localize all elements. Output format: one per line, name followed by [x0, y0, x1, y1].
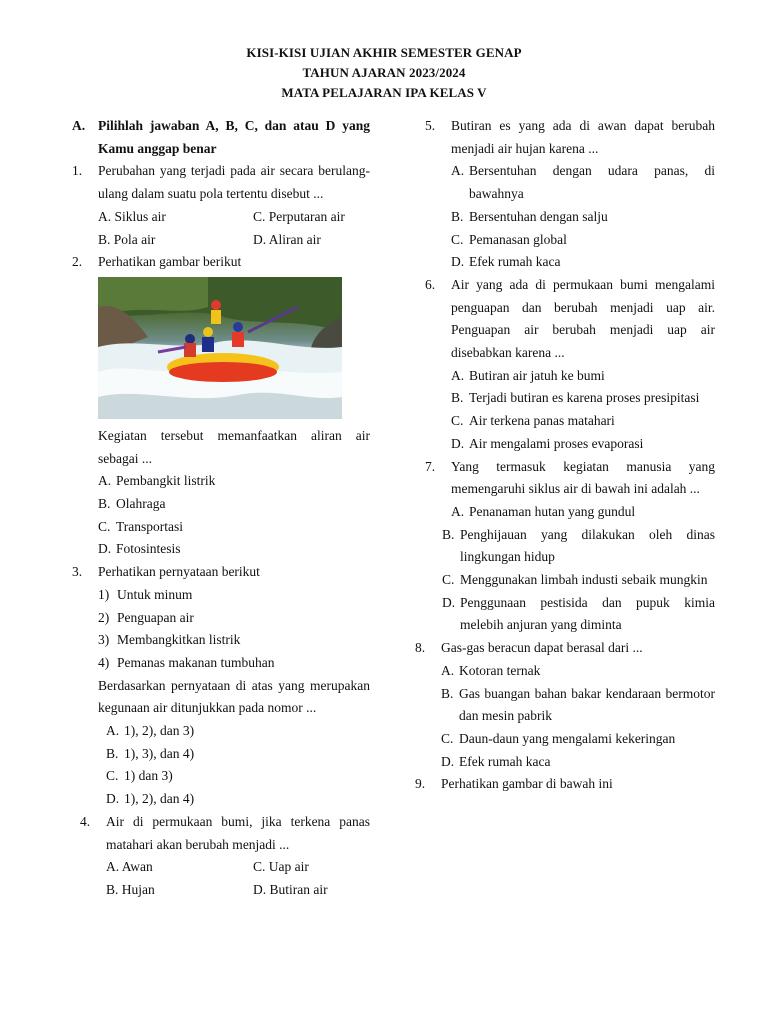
option-letter: D.	[106, 791, 120, 807]
option-a: A. Awan	[106, 859, 153, 875]
option-b: B. Hujan	[106, 881, 155, 897]
option-letter: B.	[451, 208, 464, 224]
question-4	[72, 811, 370, 902]
document-header	[0, 43, 768, 103]
rafting-photo	[98, 277, 342, 419]
option-b	[442, 524, 715, 569]
option-text: Air terkena panas matahari	[469, 413, 615, 429]
statement-item	[98, 607, 370, 630]
option-a: A. Siklus air	[98, 208, 166, 224]
option-text: 1) dan 3)	[124, 768, 173, 784]
rafting-illustration	[98, 277, 342, 419]
question-followup: Berdasarkan pernyataan di atas yang merupakan kegunaan air ditunjukkan pada nomor ...	[98, 677, 370, 716]
option-letter: A.	[98, 473, 112, 489]
option-letter: C.	[98, 518, 111, 534]
option-text: Menggunakan limbah industi sebaik mungkin	[460, 572, 708, 588]
option-d	[451, 251, 715, 274]
option-text: Kotoran ternak	[459, 662, 541, 678]
question-number: 1.	[72, 163, 83, 179]
answer-options	[98, 206, 370, 251]
answer-options	[106, 856, 370, 901]
option-letter: A.	[106, 723, 120, 739]
option-b	[451, 206, 715, 229]
option-text: Efek rumah kaca	[459, 753, 551, 769]
answer-options	[98, 720, 370, 811]
question-5	[415, 115, 715, 274]
statement-text: Penguapan air	[117, 609, 194, 625]
option-a	[441, 660, 715, 683]
statement-text: Membangkitkan listrik	[117, 632, 241, 648]
option-letter: C.	[442, 572, 455, 588]
option-letter: A.	[451, 367, 465, 383]
statement-number: 4)	[98, 654, 110, 670]
statement-number: 2)	[98, 609, 110, 625]
left-column	[72, 115, 370, 902]
option-text: Bersentuhan dengan udara panas, di bawahnya	[469, 163, 715, 202]
statement-text: Pemanas makanan tumbuhan	[117, 654, 275, 670]
option-letter: B.	[451, 390, 464, 406]
option-text: Daun-daun yang mengalami kekeringan	[459, 730, 676, 746]
option-text: Penggunaan pestisida dan pupuk kimia melebih anjuran yang diminta	[460, 594, 715, 633]
question-3	[72, 561, 370, 811]
option-letter: D.	[451, 254, 465, 270]
option-c	[106, 765, 370, 788]
question-text: Gas-gas beracun dapat berasal dari ...	[441, 640, 643, 656]
option-c	[441, 728, 715, 751]
question-1	[72, 160, 370, 251]
option-c	[451, 229, 715, 252]
section-label: A.	[72, 118, 86, 133]
question-7-options-continued	[415, 524, 715, 638]
option-letter: C.	[106, 768, 119, 784]
option-letter: C.	[441, 730, 454, 746]
option-c	[98, 516, 370, 539]
option-letter: B.	[442, 526, 455, 542]
header-academic-year: TAHUN AJARAN 2023/2024	[302, 65, 466, 80]
question-text: Perubahan yang terjadi pada air secara berulang-ulang dalam suatu pola tertentu disebut ...	[98, 163, 370, 202]
right-column	[415, 115, 715, 796]
option-c: C. Uap air	[253, 859, 309, 875]
statement-text: Untuk minum	[117, 586, 193, 602]
question-text: Air di permukaan bumi, jika terkena panas matahari akan berubah menjadi ...	[106, 813, 370, 852]
option-text: Bersentuhan dengan salju	[469, 208, 608, 224]
option-d	[106, 788, 370, 811]
question-number: 9.	[415, 776, 426, 792]
question-7	[415, 456, 715, 524]
statement-number: 3)	[98, 632, 110, 648]
statement-item	[98, 652, 370, 675]
option-letter: B.	[441, 685, 454, 701]
option-letter: D.	[441, 753, 455, 769]
question-number: 4.	[80, 813, 91, 829]
header-title: KISI-KISI UJIAN AKHIR SEMESTER GENAP	[246, 45, 522, 60]
question-text: Perhatikan gambar di bawah ini	[441, 776, 613, 792]
option-d	[98, 538, 370, 561]
statement-item	[98, 629, 370, 652]
option-letter: D.	[98, 541, 112, 557]
question-text: Perhatikan pernyataan berikut	[98, 564, 260, 580]
option-a	[98, 470, 370, 493]
option-b	[451, 387, 715, 410]
option-text: Fotosintesis	[116, 541, 181, 557]
statement-number: 1)	[98, 586, 110, 602]
statement-item	[98, 584, 370, 607]
header-subject: MATA PELAJARAN IPA KELAS V	[281, 85, 487, 100]
question-number: 6.	[425, 276, 436, 292]
option-b	[98, 493, 370, 516]
option-text: Butiran air jatuh ke bumi	[469, 367, 605, 383]
option-c: C. Perputaran air	[253, 208, 345, 224]
question-number: 5.	[425, 118, 436, 133]
option-letter: A.	[451, 163, 465, 179]
question-number: 2.	[72, 254, 83, 270]
question-8	[415, 637, 715, 773]
option-a	[451, 365, 715, 388]
option-text: Terjadi butiran es karena proses presipitasi	[469, 390, 700, 406]
option-c	[451, 410, 715, 433]
option-letter: D.	[451, 435, 465, 451]
option-a	[451, 501, 715, 524]
section-text: Pilihlah jawaban A, B, C, dan atau D yang Kamu anggap benar	[98, 118, 370, 156]
option-b	[106, 743, 370, 766]
question-9	[415, 773, 715, 796]
question-number: 7.	[425, 458, 436, 474]
option-letter: C.	[451, 413, 464, 429]
option-text: Penghijauan yang dilakukan oleh dinas lingkungan hidup	[460, 526, 715, 565]
option-letter: C.	[451, 231, 464, 247]
option-text: Pemanasan global	[469, 231, 567, 247]
question-2	[72, 251, 370, 561]
option-text: Pembangkit listrik	[116, 473, 216, 489]
option-d	[451, 433, 715, 456]
option-letter: B.	[98, 496, 111, 512]
option-text: Penanaman hutan yang gundul	[469, 503, 636, 519]
question-text: Air yang ada di permukaan bumi mengalami penguapan dan berubah menjadi uap air. Penguapan air berubah menjadi uap air disebabkan karena ...	[451, 276, 715, 361]
question-6	[415, 274, 715, 456]
option-text: 1), 2), dan 3)	[124, 723, 195, 739]
option-b: B. Pola air	[98, 231, 156, 247]
question-number: 3.	[72, 564, 83, 580]
option-letter: A.	[441, 662, 455, 678]
option-letter: D.	[442, 594, 456, 610]
option-a	[451, 160, 715, 205]
option-text: 1), 2), dan 4)	[124, 791, 195, 807]
option-text: Transportasi	[116, 518, 184, 534]
question-text: Perhatikan gambar berikut	[98, 254, 242, 270]
option-b	[441, 683, 715, 728]
option-d: D. Aliran air	[253, 231, 321, 247]
option-text: 1), 3), dan 4)	[124, 745, 195, 761]
question-text: Butiran es yang ada di awan dapat berubah menjadi air hujan karena ...	[451, 118, 715, 156]
option-d: D. Butiran air	[253, 881, 328, 897]
question-number: 8.	[415, 640, 426, 656]
option-d	[442, 592, 715, 637]
question-followup: Kegiatan tersebut memanfaatkan aliran air sebagai ...	[98, 427, 370, 466]
section-instruction	[72, 115, 370, 160]
option-text: Air mengalami proses evaporasi	[469, 435, 644, 451]
option-letter: A.	[451, 503, 465, 519]
option-text: Efek rumah kaca	[469, 254, 561, 270]
option-text: Gas buangan bahan bakar kendaraan bermotor dan mesin pabrik	[459, 685, 715, 724]
option-letter: B.	[106, 745, 119, 761]
option-text: Olahraga	[116, 496, 166, 512]
option-d	[441, 751, 715, 774]
option-a	[106, 720, 370, 743]
option-c	[442, 569, 715, 592]
question-text: Yang termasuk kegiatan manusia yang memengaruhi siklus air di bawah ini adalah ...	[451, 458, 715, 497]
